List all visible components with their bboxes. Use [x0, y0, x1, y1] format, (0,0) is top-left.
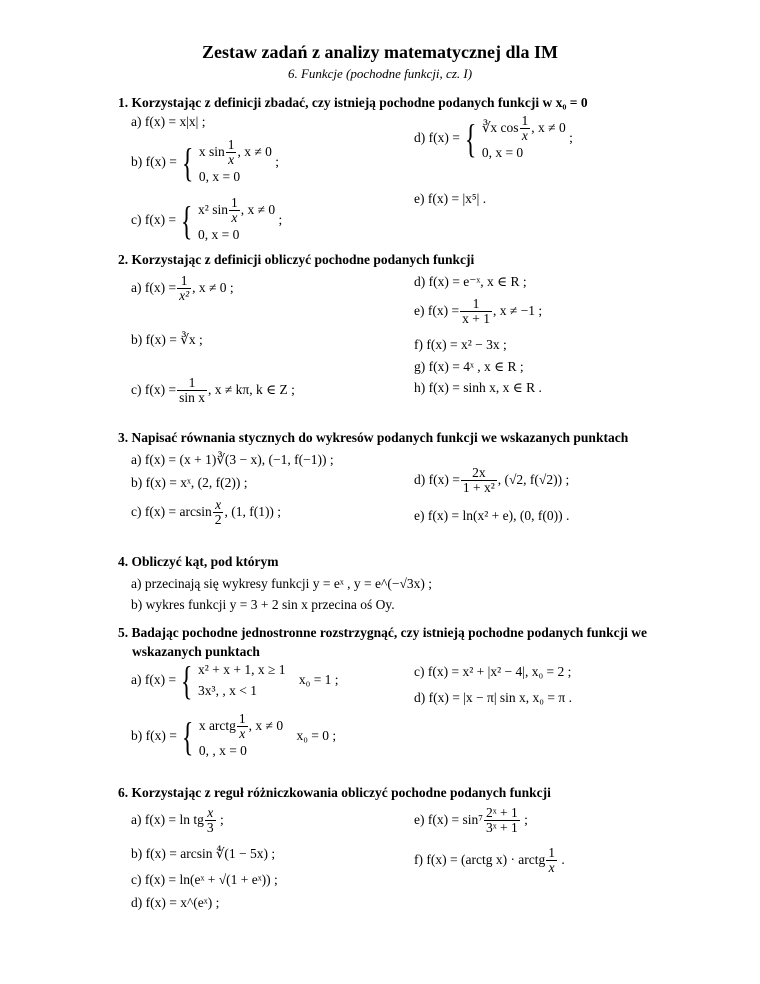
section-6-heading: 6. Korzystając z reguł różniczkowania obliczyć pochodne podanych funkcji	[118, 785, 551, 800]
s3-item-d: d) f(x) = $\frac{2x}{\text{1 + x²}}$ , (√2, f(√2)) ;	[414, 465, 570, 496]
section-5-heading-line2: wskazanych punktach	[132, 644, 260, 659]
s6-item-b: b) f(x) = arcsin ∜(1 − 5x) ;	[131, 846, 276, 861]
s2-item-e: e) f(x) = $\frac{1}{x + 1}$ , x ≠ −1 ;	[414, 296, 543, 327]
s1-item-b: b) f(x) = { x sin $\frac{1}{x}$ , x ≠ 0 0, x = 0 ;	[131, 137, 280, 186]
s3-item-e: e) f(x) = ln(x² + e), (0, f(0)) .	[414, 508, 570, 523]
s1-item-a: a) f(x) = x|x| ;	[131, 114, 206, 129]
s2-item-d: d) f(x) = e⁻ˣ, x ∈ R ;	[414, 274, 527, 289]
s2-item-f: f) f(x) = x² − 3x ;	[414, 337, 507, 352]
s2-item-h: h) f(x) = sinh x, x ∈ R .	[414, 380, 542, 395]
section-3-heading: 3. Napisać równania stycznych do wykresów podanych funkcji we wskazanych punktach	[118, 430, 629, 445]
brace: {	[182, 140, 194, 186]
s2-item-c: c) f(x) = $\frac{1}{\text{sin x}}$ , x ≠ kπ, k ∈ Z ;	[131, 375, 295, 406]
s6-item-a: a) f(x) = ln tg $\frac{x}{3}$ ;	[131, 805, 224, 836]
page-title: Zestaw zadań z analizy matematycznej dla IM	[202, 42, 558, 62]
s5-item-b: b) f(x) = { x arctg $\frac{1}{x}$ , x ≠ 0 0, , x = 0 x₀ = 0 ;	[131, 711, 337, 760]
page-subtitle: 6. Funkcje (pochodne funkcji, cz. I)	[287, 66, 473, 81]
s6-item-e: e) f(x) = sin⁷ $\frac{\text{2ˣ + 1}}{\text{3ˣ + 1}}$ ;	[414, 805, 528, 836]
s6-item-d: d) f(x) = x^(eˣ) ;	[131, 895, 220, 910]
section-2-heading: 2. Korzystając z definicji obliczyć pochodne podanych funkcji	[118, 252, 475, 267]
s2-item-a: a) f(x) = $\frac{1}{\text{x²}}$ , x ≠ 0 ;	[131, 273, 234, 304]
s6-item-c: c) f(x) = ln(eˣ + √(1 + eˣ)) ;	[131, 872, 278, 887]
s3-item-b: b) f(x) = xˣ, (2, f(2)) ;	[131, 475, 248, 490]
s1-item-e: e) f(x) = |x⁵| .	[414, 191, 487, 206]
section-5-heading-line1: 5. Badając pochodne jednostronne rozstrzygnąć, czy istnieją pochodne podanych funkcji we	[118, 625, 648, 640]
s4-item-a: a) przecinają się wykresy funkcji y = eˣ , y = e^(−√3x) ;	[131, 576, 433, 591]
section-4-heading: 4. Obliczyć kąt, pod którym	[118, 554, 279, 569]
s5-item-c: c) f(x) = x² + |x² − 4|, x₀ = 2 ;	[414, 664, 572, 679]
s5-item-a: a) f(x) = { x² + x + 1, x ≥ 1 3x³, , x < 1 x₀ = 1 ;	[131, 657, 339, 703]
s3-item-a: a) f(x) = (x + 1)∛(3 − x), (−1, f(−1)) ;	[131, 452, 334, 467]
s1-item-d: d) f(x) = { ∛x cos $\frac{1}{x}$ , x ≠ 0 0, x = 0 ;	[414, 113, 573, 162]
s5-item-d: d) f(x) = |x − π| sin x, x₀ = π .	[414, 690, 572, 705]
s1-item-c: c) f(x) = { x² sin $\frac{1}{x}$ , x ≠ 0 0, x = 0 ;	[131, 195, 283, 244]
s6-item-f: f) f(x) = (arctg x) · arctg $\frac{1}{x}$ .	[414, 845, 565, 876]
s4-item-b: b) wykres funkcji y = 3 + 2 sin x przecina oś Oy.	[131, 597, 395, 612]
section-1-heading: 1. Korzystając z definicji zbadać, czy istnieją pochodne podanych funkcji w x₀ = 0	[118, 95, 588, 110]
s2-item-g: g) f(x) = 4ˣ , x ∈ R ;	[414, 359, 524, 374]
s3-item-c: c) f(x) = arcsin $\frac{x}{2}$ , (1, f(1)) ;	[131, 497, 282, 528]
s2-item-b: b) f(x) = ∛x ;	[131, 332, 203, 347]
